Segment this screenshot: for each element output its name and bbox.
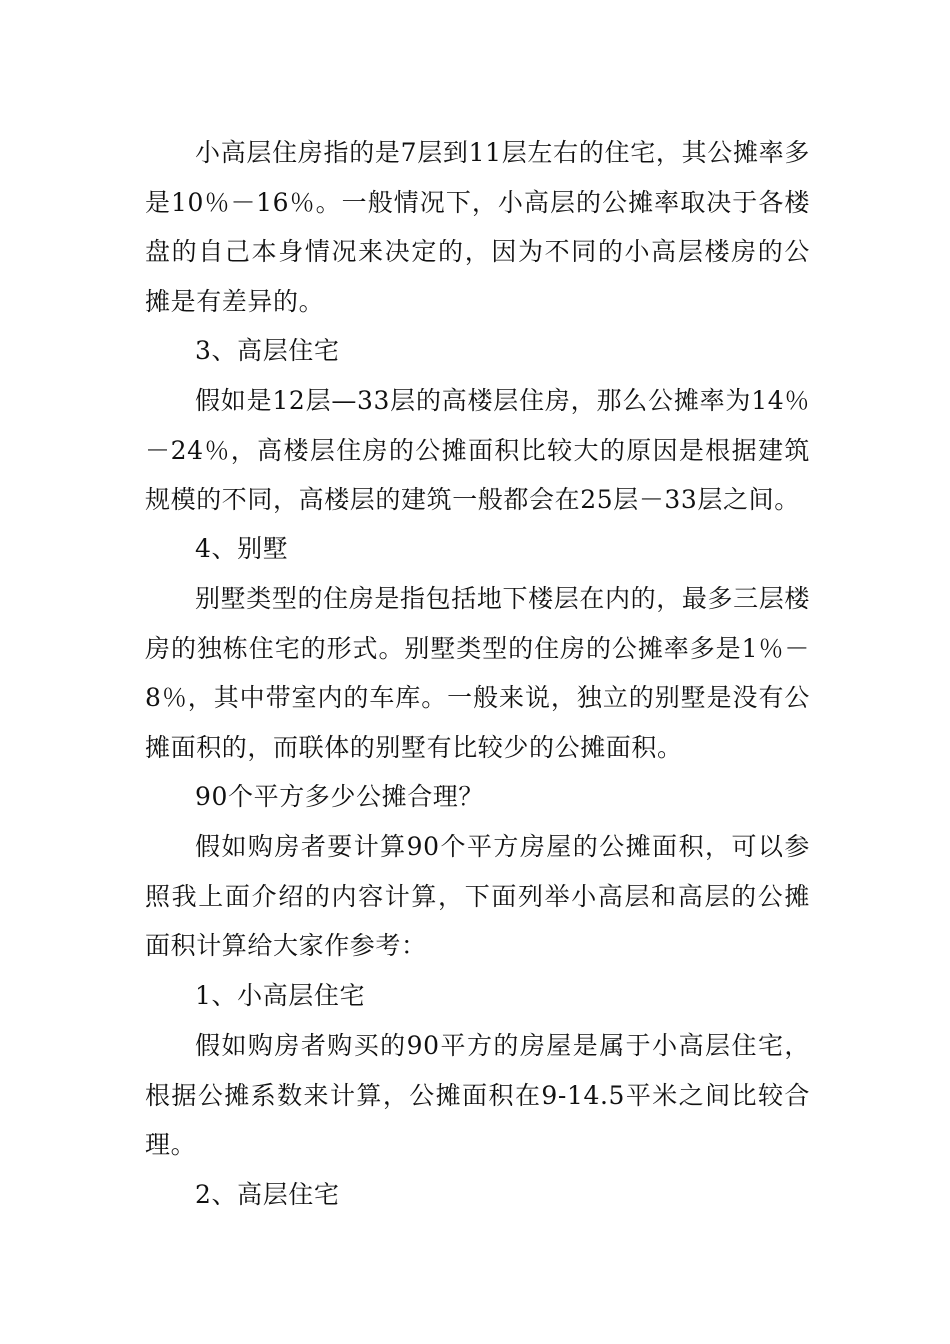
paragraph-small-high-rise-calc: 假如购房者购买的90平方的房屋是属于小高层住宅，根据公摊系数来计算，公摊面积在9-14.5平米之间比较合理。 [145, 1031, 810, 1159]
heading-villa: 4、别墅 [195, 534, 289, 563]
paragraph-small-high-rise-intro: 小高层住房指的是7层到11层左右的住宅，其公摊率多是10％－16％。一般情况下，小高层的公摊率取决于各楼盘的自己本身情况来决定的，因为不同的小高层楼房的公摊是有差异的。 [145, 138, 810, 316]
heading-small-high-rise: 1、小高层住宅 [195, 981, 366, 1010]
heading-high-rise-2: 2、高层住宅 [195, 1180, 340, 1209]
paragraph-90-sqm-intro: 假如购房者要计算90个平方房屋的公摊面积，可以参照我上面介绍的内容计算，下面列举小高层和高层的公摊面积计算给大家作参考： [145, 832, 810, 960]
paragraph-high-rise: 假如是12层—33层的高楼层住房，那么公摊率为14％－24％，高楼层住房的公摊面积比较大的原因是根据建筑规模的不同，高楼层的建筑一般都会在25层－33层之间。 [145, 386, 810, 514]
heading-90-sqm-question: 90个平方多少公摊合理？ [195, 782, 485, 811]
paragraph-villa: 别墅类型的住房是指包括地下楼层在内的，最多三层楼房的独栋住宅的形式。别墅类型的住房的公摊率多是1％－8％，其中带室内的车库。一般来说，独立的别墅是没有公摊面积的，而联体的别墅有比较少的公摊面积。 [145, 584, 810, 762]
heading-high-rise: 3、高层住宅 [195, 336, 340, 365]
